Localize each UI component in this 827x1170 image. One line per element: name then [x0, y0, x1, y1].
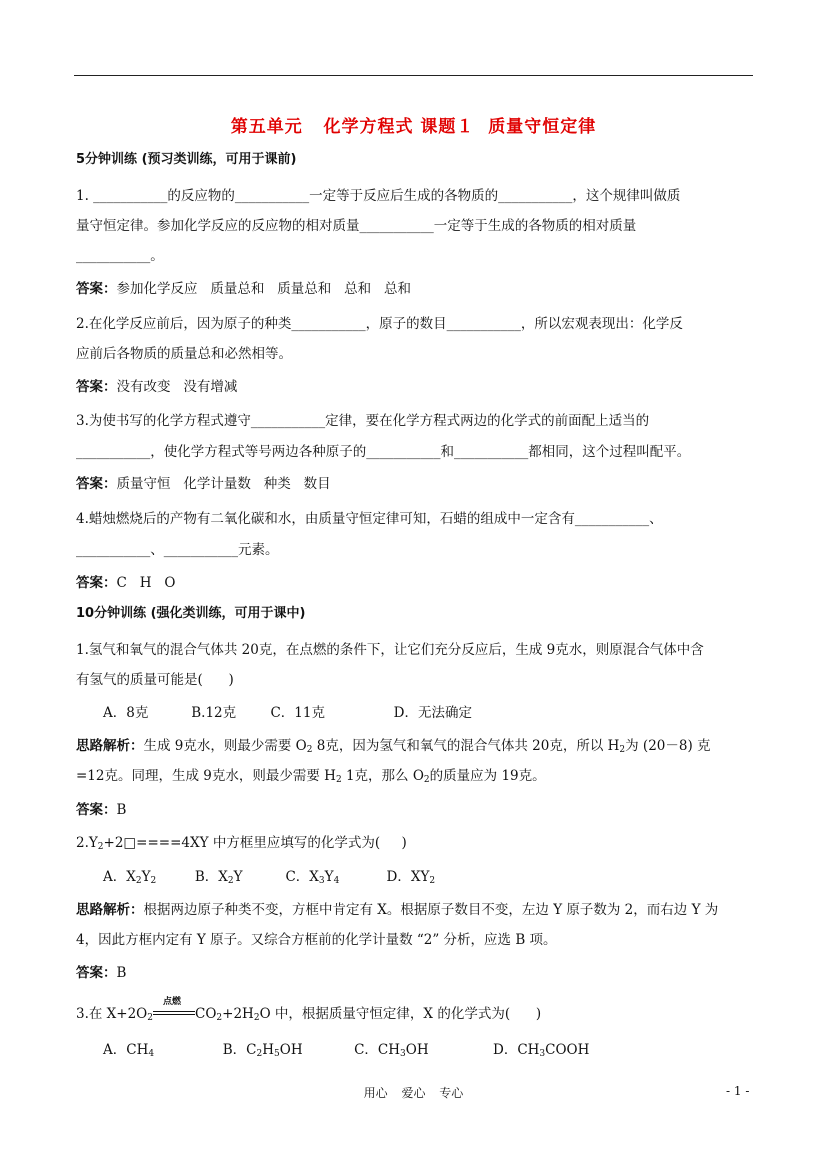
answer-label: 答案： [76, 379, 117, 395]
answer-label: 答案： [76, 476, 117, 492]
answer-line [76, 963, 126, 983]
explanation-line: 思路解析：生成 9克水，则最少需要 $O_2$ 8克，因为氢气和氧气的混合气体共 20克，所以 $H_2$为 (20－8) 克 [76, 738, 711, 755]
question-line: 3.在 $X+2O_2$ 点燃 $CO_2+2H_2O$ 中，根据质量守恒定律，X 的化学式为( ) [76, 997, 542, 1023]
answer-label: 答案： [76, 281, 117, 297]
answer-text: B [116, 965, 127, 981]
question-line: ___________，使化学方程式等号两边各种原子的___________和___________都相同，这个过程叫配平。 [76, 444, 691, 460]
header-rule [74, 75, 753, 76]
question-line: 3.为使书写的化学方程式遵守___________定律，要在化学方程式两边的化学式的前面配上适当的 [76, 413, 650, 429]
explanation-line: 思路解析：根据两边原子种类不变，方框中肯定有 X。根据原子数目不变，左边 Y 原子数为 2，而右边 Y 为 [76, 902, 719, 918]
page-number: - 1 - [726, 1084, 750, 1098]
question-line: 量守恒定律。参加化学反应的反应物的相对质量___________一定等于生成的各物质的相对质量 [76, 218, 637, 234]
explanation-line: 4，因此方框内定有 Y 原子。又综合方框前的化学计量数 “2” 分析，应选 B 项。 [76, 932, 557, 948]
explanation-label: 思路解析： [76, 738, 144, 754]
explanation-label: 思路解析： [76, 902, 144, 918]
question-line: ___________。 [76, 248, 164, 264]
question-line: 4.蜡烛燃烧后的产物有二氧化碳和水，由质量守恒定律可知，石蜡的组成中一定含有___________、 [76, 511, 663, 527]
question-line: ___________、___________元素。 [76, 542, 279, 558]
answer-label: 答案： [76, 575, 117, 591]
options-line: A．$CH_4$ B．$C_2H_5OH$ C．$CH_3OH$ D．$CH_3COOH$ [103, 1042, 590, 1059]
question-line: 有氢气的质量可能是( ) [76, 672, 234, 688]
answer-text: 参加化学反应 质量总和 质量总和 总和 总和 [116, 281, 411, 297]
answer-line [76, 800, 126, 820]
answer-text: 质量守恒 化学计量数 种类 数目 [116, 476, 331, 492]
question-line: 1.氢气和氧气的混合气体共 20克，在点燃的条件下，让它们充分反应后，生成 9克水，则原混合气体中含 [76, 642, 704, 658]
question-line: 应前后各物质的质量总和必然相等。 [76, 346, 292, 362]
answer-line [76, 279, 411, 299]
page-footer: 用心 爱心 专心 [363, 1086, 464, 1100]
question-line: $2.Y_2+2□====4XY$ 中方框里应填写的化学式为( ) [76, 835, 407, 852]
answer-text: C H O [116, 575, 176, 591]
section-heading: 10分钟训练 (强化类训练，可用于课中) [76, 606, 306, 621]
question-line: 1. ___________的反应物的___________一定等于反应后生成的各物质的___________，这个规律叫做质 [76, 188, 681, 204]
answer-line [76, 377, 237, 397]
page-title: 第五单元 化学方程式 课题１ 质量守恒定律 [230, 117, 597, 137]
question-line: 2.在化学反应前后，因为原子的种类___________，原子的数目___________，所以宏观表现出：化学反 [76, 316, 683, 332]
options-line: A．$X_2Y_2$ B．$X_2Y$ C．$X_3Y_4$ D．$XY_2$ [103, 869, 436, 886]
answer-label: 答案： [76, 802, 117, 818]
answer-text: B [116, 802, 127, 818]
answer-line [76, 474, 331, 494]
answer-line [76, 573, 175, 593]
explanation-line: =12克。同理，生成 9克水，则最少需要 $H_2$ 1克，那么 $O_2$的质量应为 19克。 [76, 768, 546, 785]
answer-label: 答案： [76, 965, 117, 981]
section-heading: 5分钟训练 (预习类训练，可用于课前) [76, 152, 297, 167]
options-line: A．8克 B.12克 C．11克 D．无法确定 [103, 705, 472, 721]
answer-text: 没有改变 没有增减 [116, 379, 238, 395]
ignite-condition: 点燃 [153, 1004, 195, 1024]
